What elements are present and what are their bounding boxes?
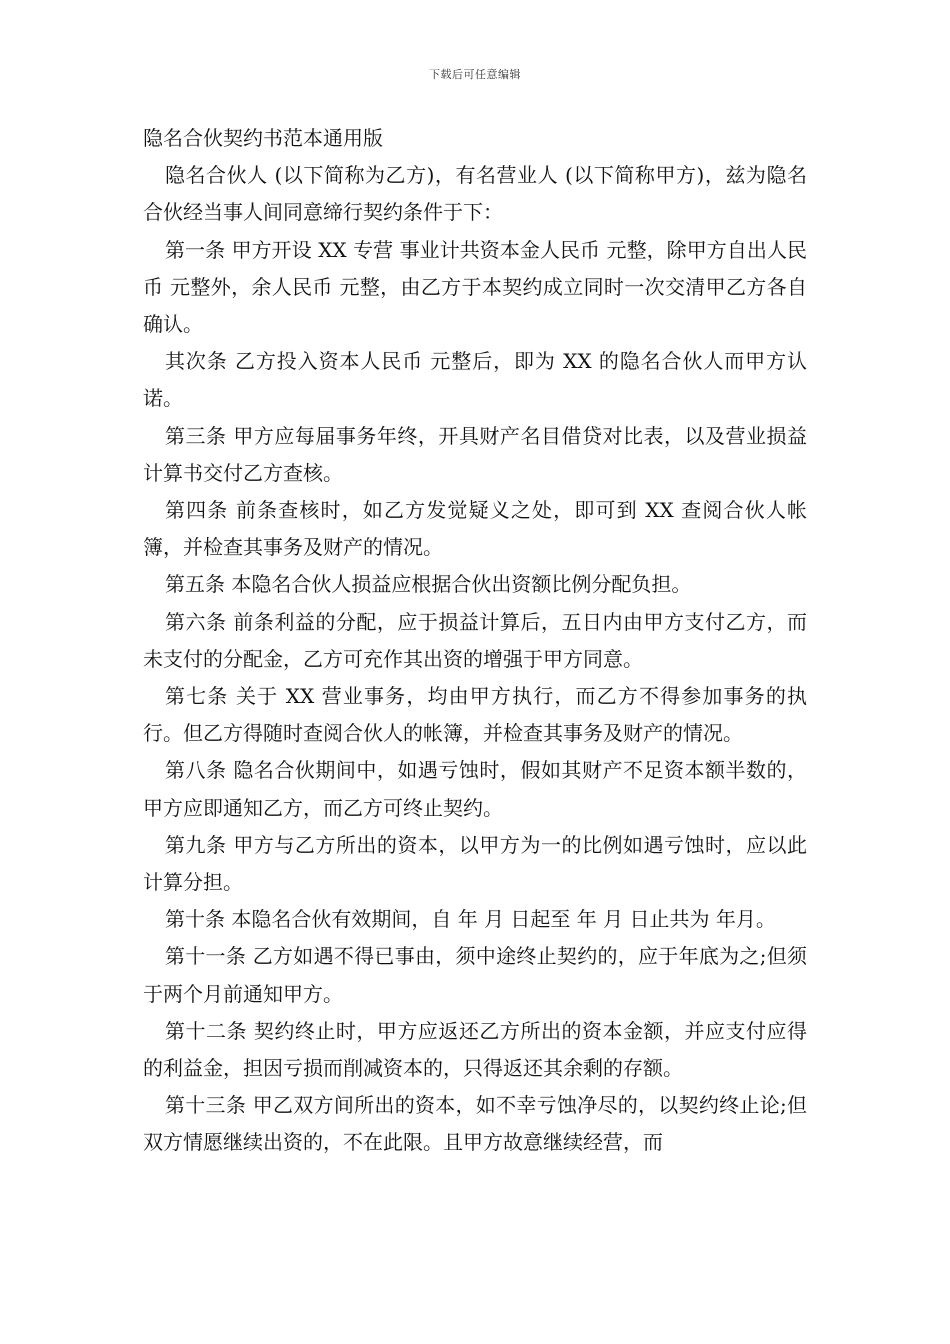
paragraph-article-12: 第十二条 契约终止时，甲方应返还乙方所出的资本金额，并应支付应得的利益金，担因亏损而削减资本的，只得返还其余剩的存额。	[143, 1018, 807, 1081]
paragraph-article-3: 第三条 甲方应每届事务年终，开具财产名目借贷对比表，以及营业损益计算书交付乙方查核。	[143, 423, 807, 485]
paragraph-article-7: 第七条 关于 XX 营业事务，均由甲方执行，而乙方不得参加事务的执行。但乙方得随时查阅合伙人的帐簿，并检查其事务及财产的情况。	[143, 684, 807, 746]
paragraph-article-1: 第一条 甲方开设 XX 专营 事业计共资本金人民币 元整，除甲方自出人民币 元整外，余人民币 元整，由乙方于本契约成立同时一次交清甲乙方各自确认。	[143, 237, 807, 337]
paragraph-article-4: 第四条 前条查核时，如乙方发觉疑义之处，即可到 XX 查阅合伙人帐簿，并检查其事务及财产的情况。	[143, 498, 807, 560]
paragraph-article-13: 第十三条 甲乙双方间所出的资本，如不幸亏蚀净尽的，以契约终止论;但双方情愿继续出资的，不在此限。且甲方故意继续经营，而	[143, 1093, 807, 1155]
paragraph-article-9: 第九条 甲方与乙方所出的资本，以甲方为一的比例如遇亏蚀时，应以此计算分担。	[143, 832, 807, 895]
paragraph-article-5: 第五条 本隐名合伙人损益应根据合伙出资额比例分配负担。	[165, 572, 692, 597]
paragraph-article-10: 第十条 本隐名合伙有效期间，自 年 月 日起至 年 月 日止共为 年月。	[165, 907, 776, 932]
paragraph-article-8: 第八条 隐名合伙期间中，如遇亏蚀时，假如其财产不足资本额半数的，甲方应即通知乙方，而乙方可终止契约。	[143, 758, 807, 820]
paragraph-article-2: 其次条 乙方投入资本人民币 元整后，即为 XX 的隐名合伙人而甲方认诺。	[143, 349, 807, 411]
document-title: 隐名合伙契约书范本通用版	[143, 126, 383, 150]
document-body	[143, 120, 807, 1162]
paragraph-article-6: 第六条 前条利益的分配，应于损益计算后，五日内由甲方支付乙方，而未支付的分配金，乙方可充作其出资的增强于甲方同意。	[143, 609, 807, 671]
page-header-note: 下载后可任意编辑	[429, 68, 521, 81]
paragraph-preamble: 隐名合伙人 (以下简称为乙方)，有名营业人 (以下简称甲方)，兹为隐名合伙经当事人间同意缔行契约条件于下：	[143, 163, 807, 225]
paragraph-article-11: 第十一条 乙方如遇不得已事由，须中途终止契约的，应于年底为之;但须于两个月前通知甲方。	[143, 944, 807, 1006]
